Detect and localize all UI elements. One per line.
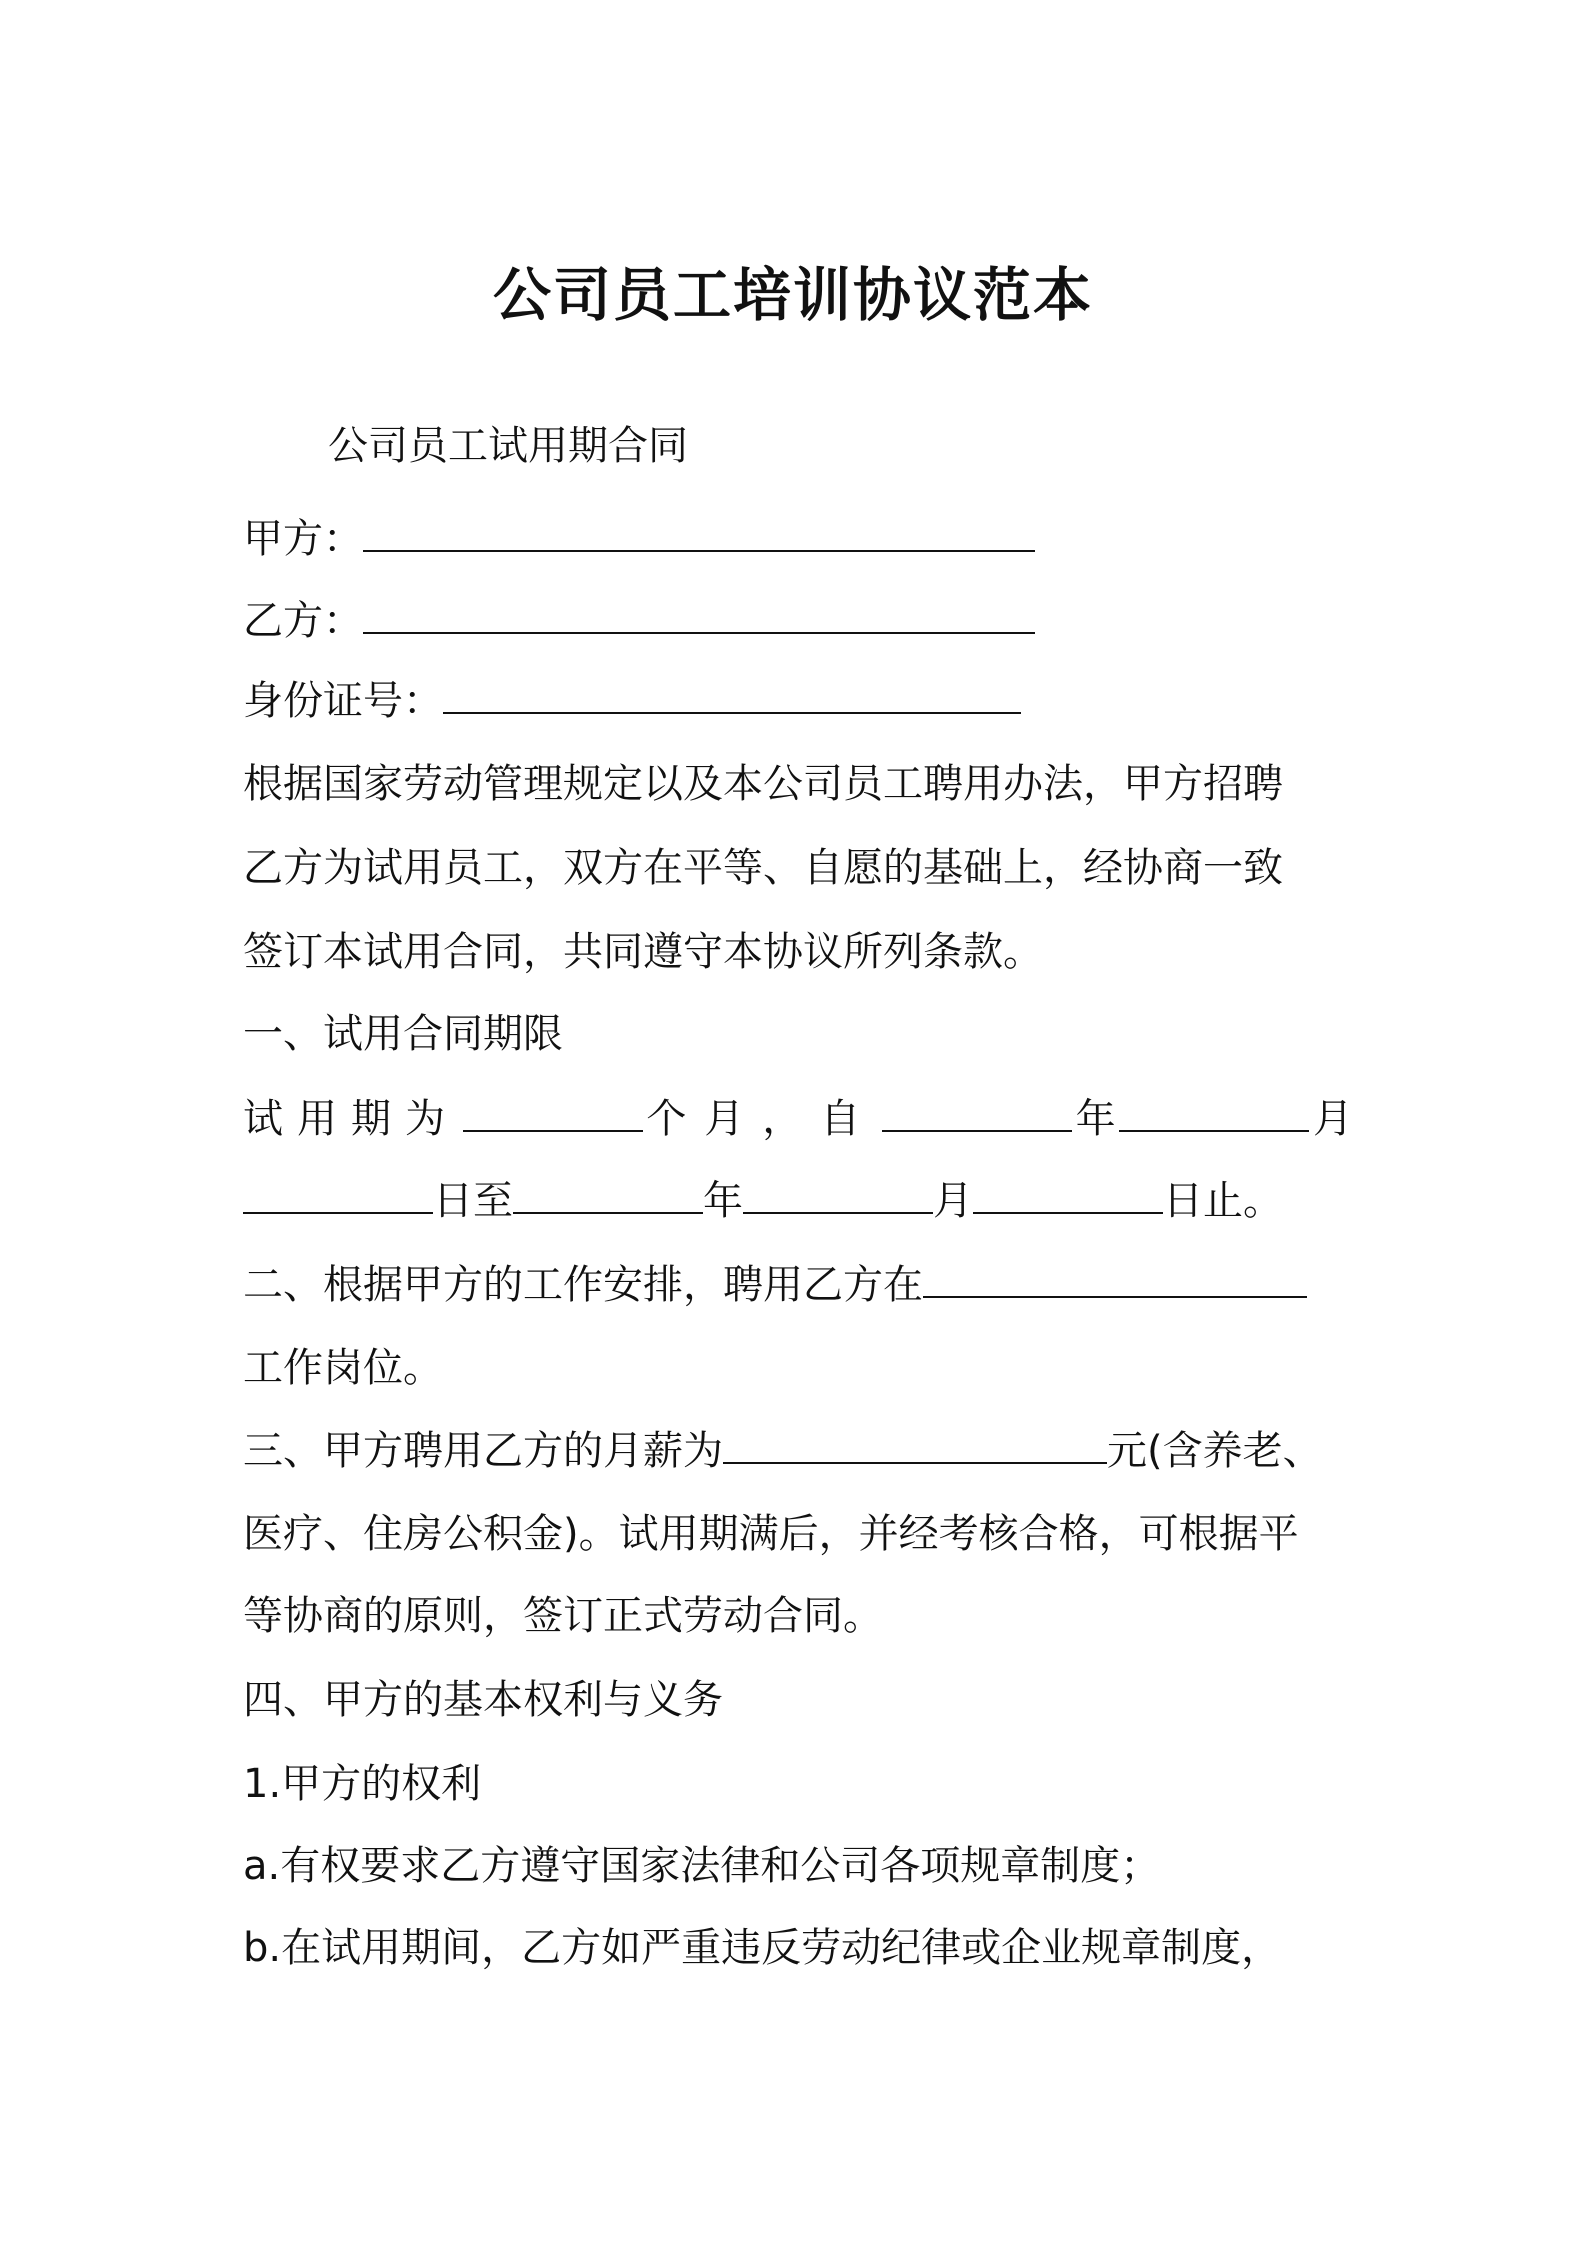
- section-3-line-3: 等协商的原则，签订正式劳动合同。: [243, 1593, 883, 1639]
- section-4-heading: 四、甲方的基本权利与义务: [243, 1677, 723, 1723]
- section-4-item-a: a.有权要求乙方遵守国家法律和公司各项规章制度；: [243, 1843, 1161, 1889]
- end-year-text: 年: [703, 1178, 743, 1224]
- end-day-text: 日止。: [1163, 1178, 1283, 1224]
- salary-blank[interactable]: [723, 1422, 1107, 1464]
- end-month-text: 月: [933, 1178, 973, 1224]
- section-2-prefix: 二、根据甲方的工作安排，聘用乙方在: [243, 1262, 923, 1308]
- section-3-prefix: 三、甲方聘用乙方的月薪为: [243, 1428, 723, 1474]
- section-1-heading: 一、试用合同期限: [243, 1011, 563, 1057]
- day-to-text: 日至: [433, 1178, 513, 1224]
- section-2-suffix: 工作岗位。: [243, 1345, 443, 1391]
- party-b-label: 乙方：: [243, 598, 363, 644]
- intro-line-3: 签订本试用合同，共同遵守本协议所列条款。: [243, 929, 1043, 975]
- party-a-blank[interactable]: [363, 510, 1035, 552]
- section-1-line-1: [243, 1090, 1353, 1147]
- intro-line-2: 乙方为试用员工，双方在平等、自愿的基础上，经协商一致: [243, 845, 1283, 891]
- id-number-row: [243, 672, 1021, 729]
- party-a-row: [243, 510, 1035, 567]
- months-from-text: 个月，自: [646, 1096, 879, 1142]
- id-number-label: 身份证号：: [243, 678, 443, 724]
- section-3-line-2: 医疗、住房公积金)。试用期满后，并经考核合格，可根据平: [243, 1511, 1299, 1557]
- section-4-subheading: 1.甲方的权利: [243, 1761, 482, 1807]
- end-month-blank[interactable]: [743, 1172, 933, 1214]
- id-number-blank[interactable]: [443, 672, 1021, 714]
- section-1-line-2: [243, 1172, 1283, 1229]
- position-blank[interactable]: [923, 1256, 1307, 1298]
- months-blank[interactable]: [463, 1090, 643, 1132]
- start-month-blank[interactable]: [1119, 1090, 1309, 1132]
- month-text: 月: [1312, 1096, 1353, 1142]
- party-a-label: 甲方：: [243, 516, 363, 562]
- year-text: 年: [1075, 1096, 1116, 1142]
- start-day-blank[interactable]: [243, 1172, 433, 1214]
- intro-line-1: 根据国家劳动管理规定以及本公司员工聘用办法，甲方招聘: [243, 761, 1283, 807]
- start-year-blank[interactable]: [882, 1090, 1072, 1132]
- document-title: 公司员工培训协议范本: [492, 261, 1093, 329]
- section-3-line-1: [243, 1422, 1323, 1479]
- section-2-line-1: [243, 1256, 1307, 1313]
- contract-subtitle: 公司员工试用期合同: [328, 423, 688, 469]
- party-b-blank[interactable]: [363, 592, 1035, 634]
- section-3-suffix: 元(含养老、: [1107, 1428, 1323, 1474]
- end-year-blank[interactable]: [513, 1172, 703, 1214]
- end-day-blank[interactable]: [973, 1172, 1163, 1214]
- party-b-row: [243, 592, 1035, 649]
- section-4-item-b: b.在试用期间，乙方如严重违反劳动纪律或企业规章制度，: [243, 1925, 1282, 1971]
- trial-period-text: 试用期为: [243, 1096, 459, 1142]
